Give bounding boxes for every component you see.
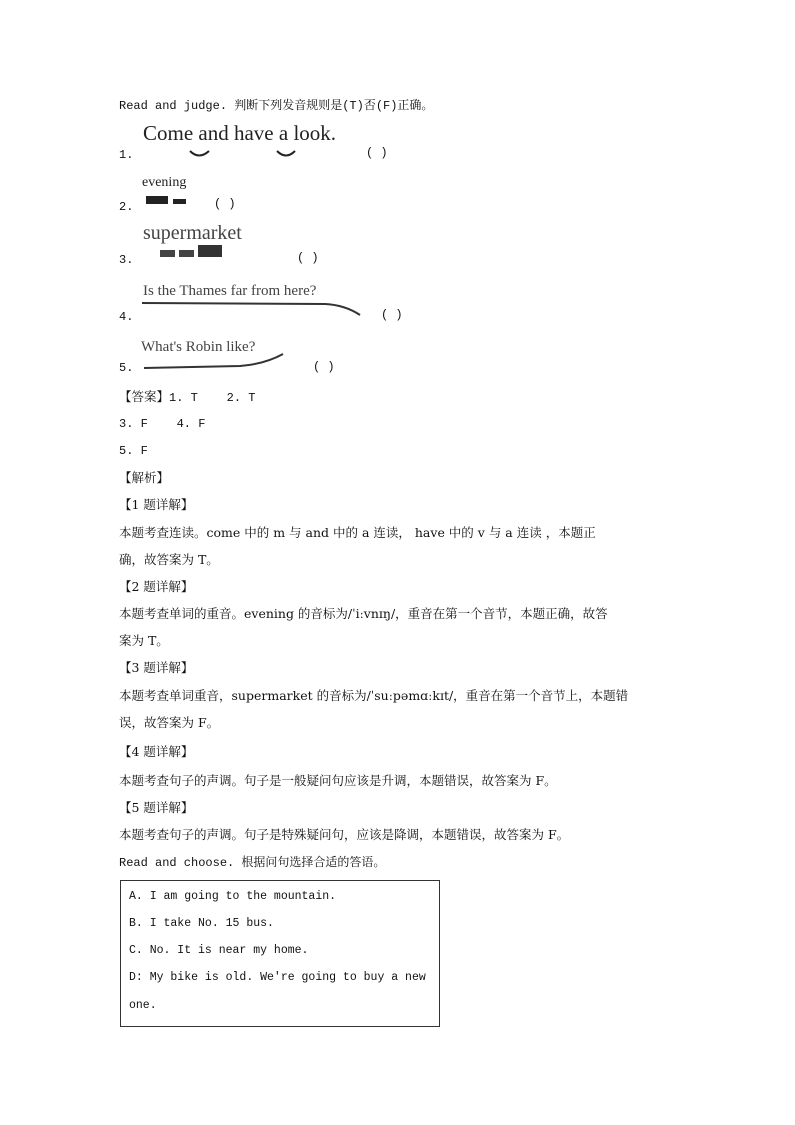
stress-mark-2 <box>179 250 194 257</box>
q2-title: 【2 题详解】 <box>119 579 194 594</box>
q2-text-a: 本题考查单词的重音。evening 的音标为/ˈiːvnɪŋ/，重音在第一个音节，本题正确，故答 <box>119 606 608 621</box>
q2-text-b: 案为 T。 <box>119 633 169 648</box>
q1-text-b: 确，故答案为 T。 <box>119 552 219 567</box>
phrase-image-3: supermarket <box>143 222 242 244</box>
intonation-line-4 <box>140 300 365 320</box>
item-number-2: 2. <box>119 200 134 214</box>
phrase-image-2: evening <box>142 175 187 190</box>
item-number-3: 3. <box>119 253 134 267</box>
answer-blank-4[interactable]: ( ) <box>381 308 403 322</box>
answers-line-1: 1. T 2. T <box>169 391 256 405</box>
answers-label: 【答案】 <box>119 389 170 404</box>
option-c: C. No. It is near my home. <box>129 944 309 957</box>
stress-mark-weak <box>173 199 186 204</box>
q3-text-b: 误，故答案为 F。 <box>119 715 220 730</box>
option-b: B. I take No. 15 bus. <box>129 917 274 930</box>
answer-blank-1[interactable]: ( ) <box>366 146 388 160</box>
q4-title: 【4 题详解】 <box>119 744 194 759</box>
q5-text: 本题考查句子的声调。句子是特殊疑问句，应该是降调，本题错误，故答案为 F。 <box>119 827 570 842</box>
analysis-label: 【解析】 <box>119 470 170 485</box>
q5-title: 【5 题详解】 <box>119 800 194 815</box>
option-a: A. I am going to the mountain. <box>129 890 337 903</box>
phrase-image-5: What's Robin like? <box>141 339 256 355</box>
stress-mark-1 <box>160 250 175 257</box>
q1-text-a: 本题考查连读。come 中的 m 与 and 中的 a 连读， have 中的 v 与 a 连读 ，本题正 <box>119 525 596 540</box>
item-number-5: 5. <box>119 361 134 375</box>
liaison-marks <box>185 148 305 162</box>
intonation-line-5 <box>140 352 290 372</box>
option-d: D: My bike is old. We're going to buy a new <box>129 971 426 984</box>
q4-text: 本题考查句子的声调。句子是一般疑问句应该是升调，本题错误，故答案为 F。 <box>119 773 557 788</box>
answers-line-2: 3. F 4. F <box>119 417 206 431</box>
answer-blank-3[interactable]: ( ) <box>297 251 319 265</box>
answers-line-3: 5. F <box>119 444 148 458</box>
stress-mark-strong <box>146 196 168 204</box>
q3-text-a: 本题考查单词重音，supermarket 的音标为/ˈsuːpəmɑːkɪt/，重音在第一个音节上，本题错 <box>119 688 629 703</box>
item-number-4: 4. <box>119 310 134 324</box>
option-d-continued: one. <box>129 999 157 1012</box>
item-number-1: 1. <box>119 148 134 162</box>
stress-mark-3 <box>198 245 222 257</box>
answer-blank-5[interactable]: ( ) <box>313 360 335 374</box>
instruction-read-and-judge: Read and judge. 判断下列发音规则是(T)否(F)正确。 <box>119 99 434 113</box>
options-box <box>120 880 440 1027</box>
instruction-read-and-choose: Read and choose. 根据问句选择合适的答语。 <box>119 856 386 870</box>
q3-title: 【3 题详解】 <box>119 660 194 675</box>
q1-title: 【1 题详解】 <box>119 497 194 512</box>
phrase-image-4: Is the Thames far from here? <box>143 283 317 299</box>
answers-block <box>119 389 255 406</box>
answer-blank-2[interactable]: ( ) <box>214 197 236 211</box>
phrase-image-1: Come and have a look. <box>143 121 337 145</box>
